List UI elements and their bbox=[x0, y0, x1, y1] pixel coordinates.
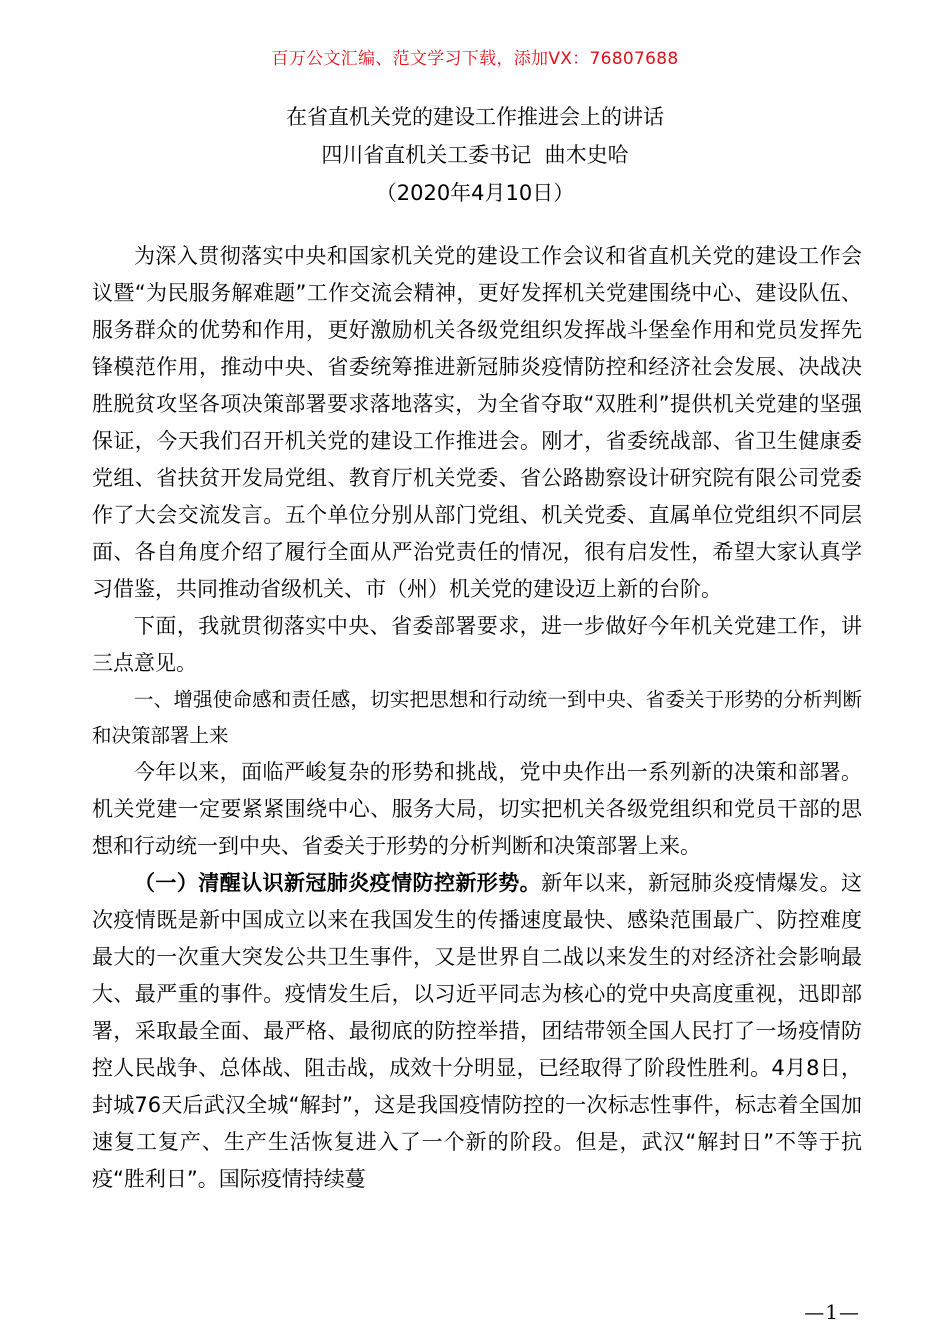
speech-title: 在省直机关党的建设工作推进会上的讲话 bbox=[286, 105, 664, 129]
paragraph-outline: 下面，我就贯彻落实中央、省委部署要求，进一步做好今年机关党建工作，讲三点意见。 bbox=[92, 614, 862, 675]
speech-date: （2020年4月10日） bbox=[375, 181, 575, 205]
paragraph-intro: 为深入贯彻落实中央和国家机关党的建设工作会议和省直机关党的建设工作会议暨“为民服务解难题”工作交流会精神，更好发挥机关党建围绕中心、建设队伍、服务群众的优势和作用，更好激励机关各级党组织发挥战斗堡垒作用和党员发挥先锋模范作用，推动中央、省委统筹推进新冠肺炎疫情防控和经济社会发展、决战决胜脱贫攻坚各项决策部署要求落地落实，为全省夺取“双胜利”提供机关党建的坚强保证，今天我们召开机关党的建设工作推进会。刚才，省委统战部、省卫生健康委党组、省扶贫开发局党组、教育厅机关党委、省公路勘察设计研究院有限公司党委作了大会交流发言。五个单位分别从部门党组、机关党委、直属单位党组织不同层面、各自角度介绍了履行全面从严治党责任的情况，很有启发性，希望大家认真学习借鉴，共同推动省级机关、市（州）机关党的建设迈上新的台阶。 bbox=[92, 244, 862, 601]
title-block bbox=[0, 98, 950, 212]
speaker-line: 四川省直机关工委书记 曲木史哈 bbox=[321, 143, 629, 167]
subsection-lead: （一）清醒认识新冠肺炎疫情防控新形势。 bbox=[134, 871, 542, 895]
paragraph-section-1: 今年以来，面临严峻复杂的形势和挑战，党中央作出一系列新的决策和部署。机关党建一定要紧紧围绕中心、服务大局，切实把机关各级党组织和党员干部的思想和行动统一到中央、省委关于形势的分析判断和决策部署上来。 bbox=[92, 760, 862, 858]
page-number: —1— bbox=[804, 1300, 860, 1324]
watermark-banner: 百万公文汇编、范文学习下载，添加VX：76807688 bbox=[271, 49, 679, 69]
section-heading-1: 一、增强使命感和责任感，切实把思想和行动统一到中央、省委关于形势的分析判断和决策部署上来 bbox=[92, 688, 862, 747]
document-body bbox=[92, 238, 862, 1198]
paragraph-subsection-1 bbox=[92, 865, 862, 1198]
subsection-body: 新年以来，新冠肺炎疫情爆发。这次疫情既是新中国成立以来在我国发生的传播速度最快、感染范围最广、防控难度最大的一次重大突发公共卫生事件，又是世界自二战以来发生的对经济社会影响最大、最严重的事件。疫情发生后，以习近平同志为核心的党中央高度重视，迅即部署，采取最全面、最严格、最彻底的防控举措，团结带领全国人民打了一场疫情防控人民战争、总体战、阻击战，成效十分明显，已经取得了阶段性胜利。4月8日，封城76天后武汉全城“解封”，这是我国疫情防控的一次标志性事件，标志着全国加速复工复产、生产生活恢复进入了一个新的阶段。但是，武汉“解封日”不等于抗疫“胜利日”。国际疫情持续蔓 bbox=[92, 871, 863, 1191]
